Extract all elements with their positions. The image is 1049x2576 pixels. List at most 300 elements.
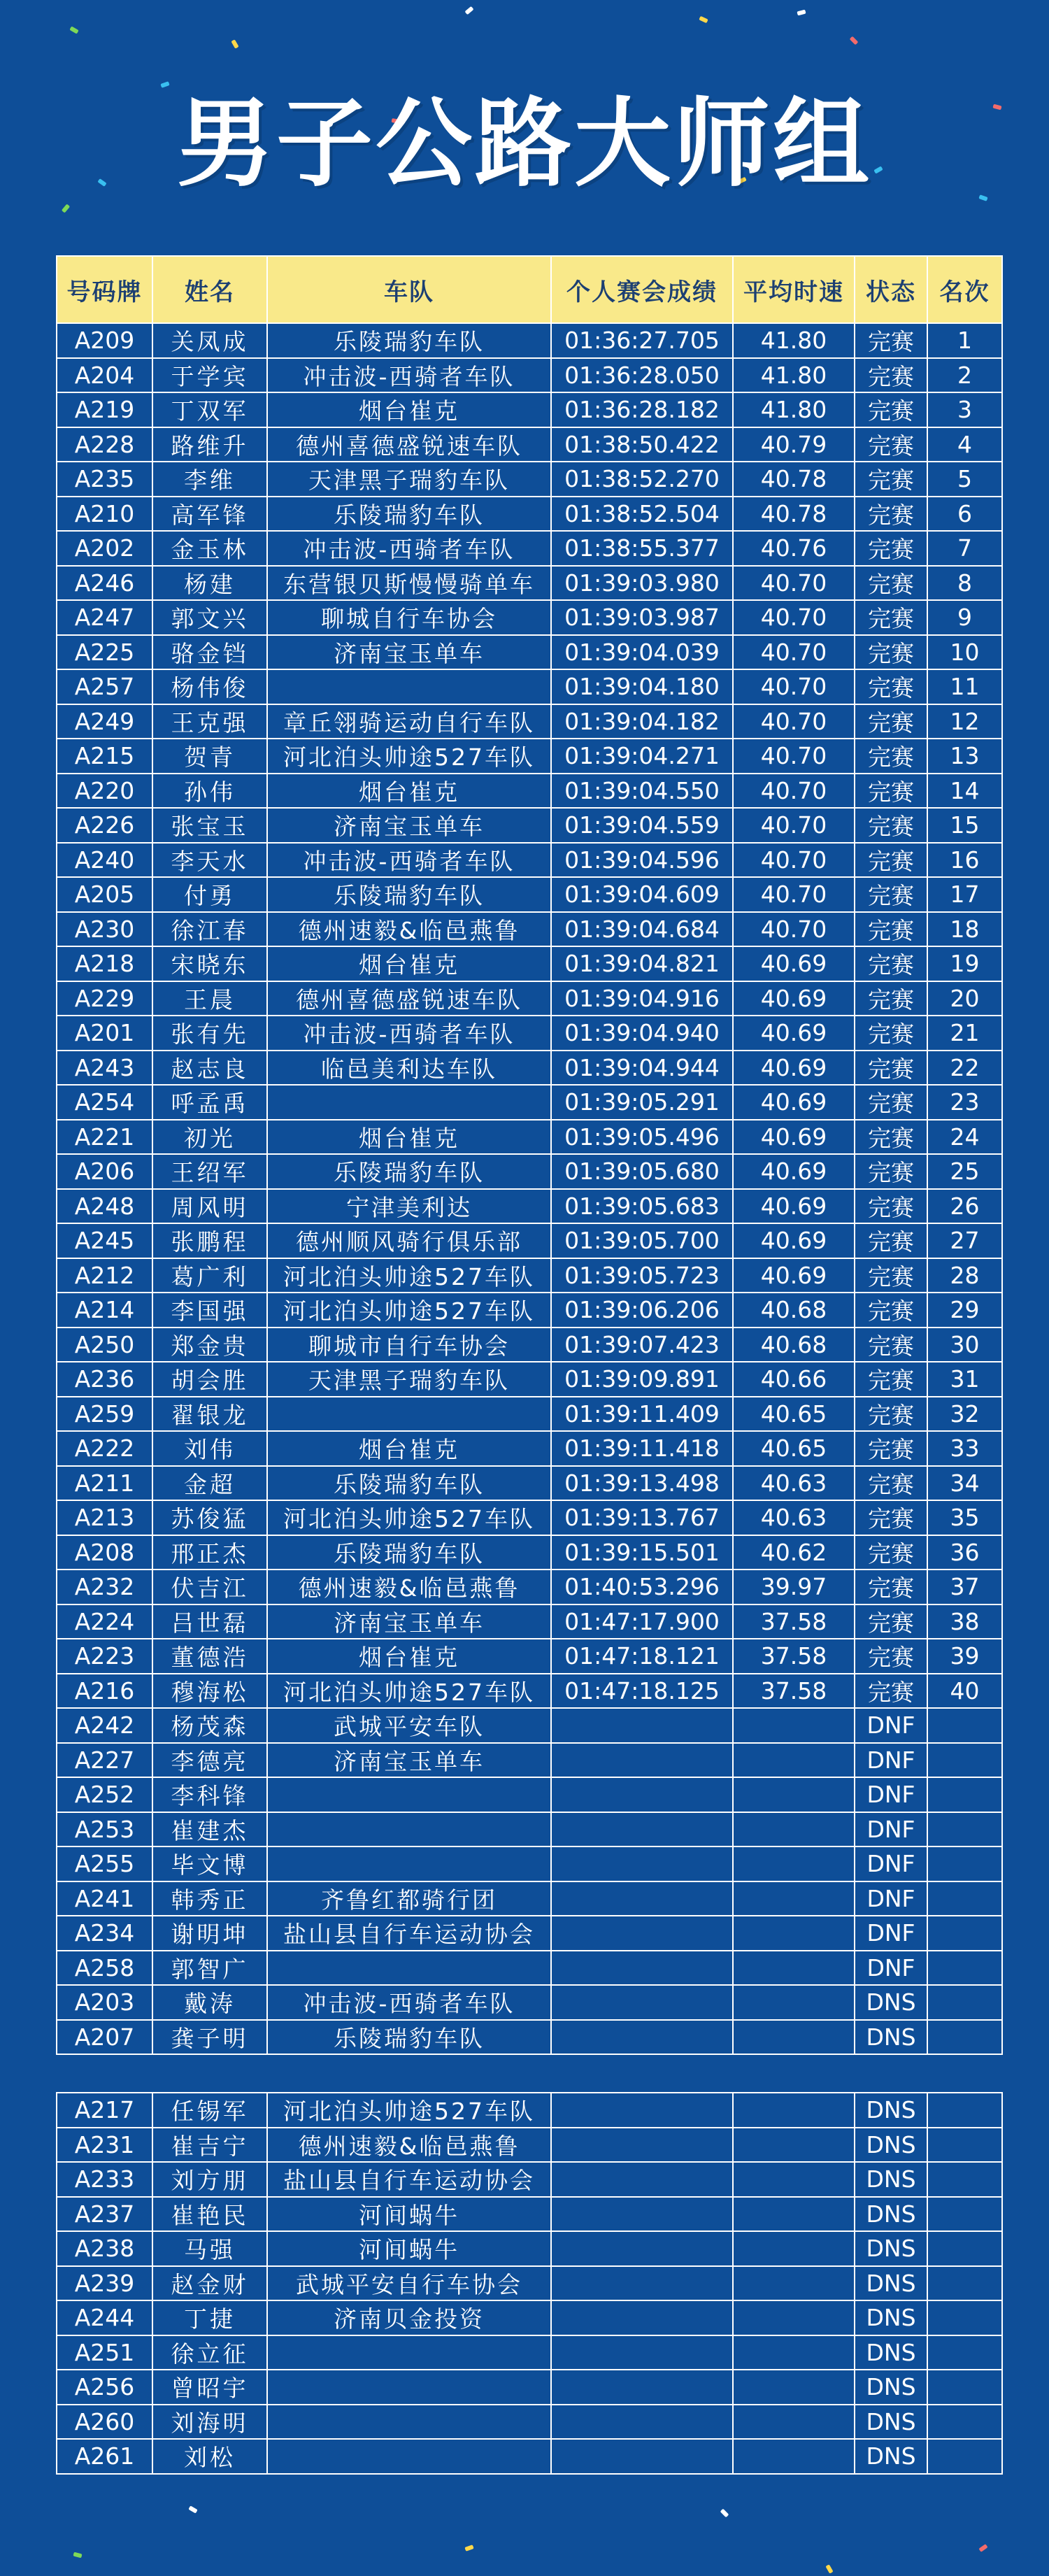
cell-rank: 29 xyxy=(927,1293,1002,1328)
cell-team xyxy=(267,2405,551,2440)
cell-name: 郭文兴 xyxy=(152,600,267,635)
table-row xyxy=(57,1466,1002,1501)
cell-bib: A230 xyxy=(57,912,152,947)
cell-bib: A233 xyxy=(57,2162,152,2197)
cell-time xyxy=(551,1846,733,1881)
cell-time: 01:39:05.723 xyxy=(551,1258,733,1293)
cell-time: 01:39:05.496 xyxy=(551,1120,733,1155)
cell-speed: 40.70 xyxy=(733,669,855,704)
cell-rank: 37 xyxy=(927,1570,1002,1604)
cell-bib: A259 xyxy=(57,1397,152,1432)
cell-time: 01:39:15.501 xyxy=(551,1535,733,1570)
cell-rank xyxy=(927,2231,1002,2266)
cell-time: 01:38:55.377 xyxy=(551,531,733,566)
cell-time xyxy=(551,2335,733,2370)
cell-rank: 21 xyxy=(927,1016,1002,1051)
header-time: 个人赛会成绩 xyxy=(551,256,733,323)
cell-rank xyxy=(927,2128,1002,2163)
table-row xyxy=(57,2266,1002,2301)
cell-status: 完赛 xyxy=(855,1154,927,1189)
cell-name: 刘伟 xyxy=(152,1431,267,1466)
cell-bib: A234 xyxy=(57,1916,152,1951)
cell-status: 完赛 xyxy=(855,1258,927,1293)
cell-speed xyxy=(733,2162,855,2197)
table-row xyxy=(57,1604,1002,1639)
table-row xyxy=(57,2093,1002,2128)
confetti xyxy=(62,204,70,213)
cell-team: 烟台崔克 xyxy=(267,946,551,981)
table-row xyxy=(57,1639,1002,1674)
table-row xyxy=(57,2300,1002,2335)
cell-status: 完赛 xyxy=(855,843,927,878)
cell-name: 张宝玉 xyxy=(152,808,267,843)
cell-status: 完赛 xyxy=(855,358,927,393)
cell-status: 完赛 xyxy=(855,912,927,947)
table-row xyxy=(57,427,1002,462)
cell-time xyxy=(551,2300,733,2335)
cell-status: 完赛 xyxy=(855,1120,927,1155)
cell-bib: A210 xyxy=(57,497,152,532)
cell-time xyxy=(551,2197,733,2232)
table-row xyxy=(57,1777,1002,1812)
cell-time: 01:36:28.182 xyxy=(551,392,733,427)
cell-bib: A226 xyxy=(57,808,152,843)
cell-team: 宁津美利达 xyxy=(267,1189,551,1224)
cell-rank: 12 xyxy=(927,704,1002,739)
cell-rank xyxy=(927,2162,1002,2197)
cell-status: 完赛 xyxy=(855,1431,927,1466)
cell-bib: A224 xyxy=(57,1604,152,1639)
cell-speed: 40.70 xyxy=(733,635,855,670)
cell-time: 01:39:13.767 xyxy=(551,1500,733,1535)
header-name: 姓名 xyxy=(152,256,267,323)
table-row xyxy=(57,1189,1002,1224)
header-team: 车队 xyxy=(267,256,551,323)
cell-status: 完赛 xyxy=(855,1293,927,1328)
cell-rank: 27 xyxy=(927,1223,1002,1258)
cell-speed: 40.79 xyxy=(733,427,855,462)
cell-name: 张鹏程 xyxy=(152,1223,267,1258)
table-row xyxy=(57,912,1002,947)
confetti xyxy=(73,2552,82,2559)
cell-speed: 40.70 xyxy=(733,739,855,774)
cell-name: 李维 xyxy=(152,462,267,497)
cell-team: 河间蜗牛 xyxy=(267,2197,551,2232)
cell-status: 完赛 xyxy=(855,1604,927,1639)
table-row xyxy=(57,2231,1002,2266)
cell-rank xyxy=(927,1881,1002,1916)
cell-time: 01:39:04.550 xyxy=(551,774,733,809)
table-row xyxy=(57,1293,1002,1328)
cell-rank: 35 xyxy=(927,1500,1002,1535)
cell-speed xyxy=(733,1916,855,1951)
table-row xyxy=(57,2020,1002,2055)
cell-team: 冲击波-西骑者车队 xyxy=(267,358,551,393)
cell-speed: 41.80 xyxy=(733,392,855,427)
cell-bib: A227 xyxy=(57,1743,152,1778)
cell-rank: 24 xyxy=(927,1120,1002,1155)
table-row xyxy=(57,704,1002,739)
cell-name: 丁双军 xyxy=(152,392,267,427)
cell-name: 呼孟禹 xyxy=(152,1085,267,1120)
cell-team: 河北泊头帅途527车队 xyxy=(267,1674,551,1709)
cell-name: 杨伟俊 xyxy=(152,669,267,704)
page-title: 男子公路大师组 xyxy=(176,87,872,200)
cell-speed xyxy=(733,1708,855,1743)
cell-status: 完赛 xyxy=(855,635,927,670)
cell-status: 完赛 xyxy=(855,1051,927,1086)
cell-rank: 5 xyxy=(927,462,1002,497)
cell-name: 刘海明 xyxy=(152,2405,267,2440)
cell-time xyxy=(551,2266,733,2301)
cell-name: 骆金铛 xyxy=(152,635,267,670)
table-row xyxy=(57,739,1002,774)
cell-speed: 40.69 xyxy=(733,1085,855,1120)
cell-speed: 40.66 xyxy=(733,1362,855,1397)
cell-speed: 40.76 xyxy=(733,531,855,566)
cell-status: 完赛 xyxy=(855,566,927,601)
cell-status: 完赛 xyxy=(855,704,927,739)
cell-rank xyxy=(927,2439,1002,2474)
cell-speed: 40.63 xyxy=(733,1466,855,1501)
cell-rank xyxy=(927,2370,1002,2405)
cell-speed: 40.70 xyxy=(733,843,855,878)
table-row xyxy=(57,1500,1002,1535)
cell-speed: 40.69 xyxy=(733,1189,855,1224)
cell-time xyxy=(551,2020,733,2055)
cell-team: 烟台崔克 xyxy=(267,1639,551,1674)
cell-name: 李德亮 xyxy=(152,1743,267,1778)
table-row xyxy=(57,1881,1002,1916)
cell-speed: 40.78 xyxy=(733,462,855,497)
cell-name: 贺青 xyxy=(152,739,267,774)
cell-name: 关凤成 xyxy=(152,323,267,358)
cell-bib: A225 xyxy=(57,635,152,670)
cell-status: DNF xyxy=(855,1846,927,1881)
cell-status: 完赛 xyxy=(855,669,927,704)
cell-rank: 9 xyxy=(927,600,1002,635)
cell-team: 烟台崔克 xyxy=(267,1120,551,1155)
cell-bib: A206 xyxy=(57,1154,152,1189)
cell-bib: A221 xyxy=(57,1120,152,1155)
cell-bib: A254 xyxy=(57,1085,152,1120)
cell-bib: A249 xyxy=(57,704,152,739)
cell-bib: A245 xyxy=(57,1223,152,1258)
cell-bib: A220 xyxy=(57,774,152,809)
cell-team: 齐鲁红都骑行团 xyxy=(267,1881,551,1916)
cell-time: 01:40:53.296 xyxy=(551,1570,733,1604)
cell-team xyxy=(267,1951,551,1986)
cell-team: 烟台崔克 xyxy=(267,1431,551,1466)
cell-name: 路维升 xyxy=(152,427,267,462)
cell-team: 乐陵瑞豹车队 xyxy=(267,2020,551,2055)
cell-rank: 18 xyxy=(927,912,1002,947)
cell-name: 赵金财 xyxy=(152,2266,267,2301)
table-row xyxy=(57,1916,1002,1951)
cell-time: 01:47:18.125 xyxy=(551,1674,733,1709)
cell-team: 乐陵瑞豹车队 xyxy=(267,1466,551,1501)
cell-team: 德州速毅&临邑燕鲁 xyxy=(267,2128,551,2163)
cell-time xyxy=(551,1951,733,1986)
cell-status: 完赛 xyxy=(855,946,927,981)
cell-speed: 40.62 xyxy=(733,1535,855,1570)
cell-time: 01:47:17.900 xyxy=(551,1604,733,1639)
cell-status: 完赛 xyxy=(855,808,927,843)
cell-name: 葛广利 xyxy=(152,1258,267,1293)
header-speed: 平均时速 xyxy=(733,256,855,323)
cell-rank xyxy=(927,2300,1002,2335)
cell-time xyxy=(551,1916,733,1951)
cell-time: 01:39:04.039 xyxy=(551,635,733,670)
cell-time: 01:39:04.180 xyxy=(551,669,733,704)
cell-team: 冲击波-西骑者车队 xyxy=(267,843,551,878)
cell-team: 河北泊头帅途527车队 xyxy=(267,2093,551,2128)
cell-team: 济南宝玉单车 xyxy=(267,808,551,843)
cell-rank: 30 xyxy=(927,1328,1002,1362)
confetti xyxy=(720,2509,729,2518)
table-row xyxy=(57,2128,1002,2163)
cell-rank: 6 xyxy=(927,497,1002,532)
cell-time: 01:39:04.271 xyxy=(551,739,733,774)
cell-speed: 40.70 xyxy=(733,774,855,809)
cell-time: 01:47:18.121 xyxy=(551,1639,733,1674)
cell-time: 01:38:52.270 xyxy=(551,462,733,497)
cell-team: 冲击波-西骑者车队 xyxy=(267,1985,551,2020)
table-row xyxy=(57,669,1002,704)
cell-team: 济南宝玉单车 xyxy=(267,1743,551,1778)
cell-status: 完赛 xyxy=(855,600,927,635)
cell-name: 谢明坤 xyxy=(152,1916,267,1951)
cell-team: 河北泊头帅途527车队 xyxy=(267,1258,551,1293)
cell-rank xyxy=(927,2335,1002,2370)
cell-name: 初光 xyxy=(152,1120,267,1155)
cell-rank xyxy=(927,1708,1002,1743)
table-row xyxy=(57,981,1002,1016)
cell-rank xyxy=(927,1812,1002,1847)
cell-team: 临邑美利达车队 xyxy=(267,1051,551,1086)
header-rank: 名次 xyxy=(927,256,1002,323)
table-row xyxy=(57,1535,1002,1570)
cell-speed: 40.65 xyxy=(733,1397,855,1432)
cell-speed: 40.69 xyxy=(733,946,855,981)
cell-rank: 28 xyxy=(927,1258,1002,1293)
cell-rank xyxy=(927,1916,1002,1951)
cell-rank: 13 xyxy=(927,739,1002,774)
cell-team: 济南宝玉单车 xyxy=(267,635,551,670)
cell-team: 聊城自行车协会 xyxy=(267,600,551,635)
cell-time: 01:39:04.944 xyxy=(551,1051,733,1086)
cell-team: 东营银贝斯慢慢骑单车 xyxy=(267,566,551,601)
cell-time xyxy=(551,1985,733,2020)
cell-status: 完赛 xyxy=(855,392,927,427)
table-row xyxy=(57,635,1002,670)
table-row xyxy=(57,1397,1002,1432)
cell-speed xyxy=(733,1951,855,1986)
cell-speed xyxy=(733,1985,855,2020)
cell-time: 01:39:04.596 xyxy=(551,843,733,878)
cell-rank: 22 xyxy=(927,1051,1002,1086)
cell-status: 完赛 xyxy=(855,323,927,358)
header-bib: 号码牌 xyxy=(57,256,152,323)
cell-bib: A213 xyxy=(57,1500,152,1535)
cell-time: 01:39:06.206 xyxy=(551,1293,733,1328)
cell-name: 周风明 xyxy=(152,1189,267,1224)
confetti xyxy=(69,26,78,34)
cell-bib: A231 xyxy=(57,2128,152,2163)
cell-status: DNF xyxy=(855,1812,927,1847)
cell-time: 01:39:09.891 xyxy=(551,1362,733,1397)
cell-bib: A201 xyxy=(57,1016,152,1051)
cell-bib: A211 xyxy=(57,1466,152,1501)
table-row xyxy=(57,1985,1002,2020)
cell-rank: 38 xyxy=(927,1604,1002,1639)
cell-bib: A252 xyxy=(57,1777,152,1812)
cell-team: 乐陵瑞豹车队 xyxy=(267,1535,551,1570)
cell-bib: A239 xyxy=(57,2266,152,2301)
cell-status: DNS xyxy=(855,2370,927,2405)
cell-speed xyxy=(733,1743,855,1778)
cell-time: 01:39:03.980 xyxy=(551,566,733,601)
cell-team: 乐陵瑞豹车队 xyxy=(267,497,551,532)
cell-status: 完赛 xyxy=(855,981,927,1016)
cell-bib: A208 xyxy=(57,1535,152,1570)
cell-rank: 26 xyxy=(927,1189,1002,1224)
cell-team: 天津黑子瑞豹车队 xyxy=(267,1362,551,1397)
cell-bib: A217 xyxy=(57,2093,152,2128)
cell-bib: A236 xyxy=(57,1362,152,1397)
confetti xyxy=(825,2564,833,2573)
cell-status: 完赛 xyxy=(855,1570,927,1604)
cell-status: DNS xyxy=(855,2231,927,2266)
cell-rank xyxy=(927,1846,1002,1881)
table-row xyxy=(57,531,1002,566)
cell-rank: 7 xyxy=(927,531,1002,566)
cell-name: 邢正杰 xyxy=(152,1535,267,1570)
cell-rank: 3 xyxy=(927,392,1002,427)
cell-name: 金玉林 xyxy=(152,531,267,566)
cell-speed xyxy=(733,1881,855,1916)
cell-status: 完赛 xyxy=(855,1500,927,1535)
cell-status: 完赛 xyxy=(855,1639,927,1674)
cell-rank: 16 xyxy=(927,843,1002,878)
table-row xyxy=(57,877,1002,912)
cell-team xyxy=(267,1846,551,1881)
cell-name: 龚子明 xyxy=(152,2020,267,2055)
cell-time xyxy=(551,2439,733,2474)
cell-status: DNF xyxy=(855,1777,927,1812)
cell-speed: 40.78 xyxy=(733,497,855,532)
cell-speed xyxy=(733,2128,855,2163)
cell-status: 完赛 xyxy=(855,1223,927,1258)
cell-team xyxy=(267,2370,551,2405)
cell-name: 徐立征 xyxy=(152,2335,267,2370)
cell-team: 河北泊头帅途527车队 xyxy=(267,739,551,774)
cell-time: 01:39:04.940 xyxy=(551,1016,733,1051)
cell-time xyxy=(551,2231,733,2266)
cell-rank: 2 xyxy=(927,358,1002,393)
cell-speed: 40.70 xyxy=(733,704,855,739)
table-row xyxy=(57,1085,1002,1120)
table-row xyxy=(57,1362,1002,1397)
cell-bib: A219 xyxy=(57,392,152,427)
header-status: 状态 xyxy=(855,256,927,323)
table-row xyxy=(57,1674,1002,1709)
cell-name: 于学宾 xyxy=(152,358,267,393)
table-row xyxy=(57,1328,1002,1362)
cell-status: 完赛 xyxy=(855,774,927,809)
cell-time: 01:39:05.680 xyxy=(551,1154,733,1189)
cell-team xyxy=(267,2335,551,2370)
cell-status: 完赛 xyxy=(855,427,927,462)
cell-speed xyxy=(733,1777,855,1812)
cell-time: 01:39:04.182 xyxy=(551,704,733,739)
cell-speed: 40.70 xyxy=(733,877,855,912)
cell-name: 金超 xyxy=(152,1466,267,1501)
cell-speed xyxy=(733,2335,855,2370)
cell-name: 孙伟 xyxy=(152,774,267,809)
cell-speed: 40.68 xyxy=(733,1293,855,1328)
cell-rank: 17 xyxy=(927,877,1002,912)
cell-rank: 40 xyxy=(927,1674,1002,1709)
cell-name: 韩秀正 xyxy=(152,1881,267,1916)
cell-status: 完赛 xyxy=(855,739,927,774)
cell-speed xyxy=(733,2439,855,2474)
cell-rank: 32 xyxy=(927,1397,1002,1432)
cell-name: 郭智广 xyxy=(152,1951,267,1986)
cell-name: 付勇 xyxy=(152,877,267,912)
cell-name: 伏吉江 xyxy=(152,1570,267,1604)
cell-rank xyxy=(927,2020,1002,2055)
table-row xyxy=(57,2405,1002,2440)
cell-bib: A244 xyxy=(57,2300,152,2335)
confetti xyxy=(464,6,473,15)
cell-status: DNS xyxy=(855,2266,927,2301)
cell-bib: A257 xyxy=(57,669,152,704)
cell-bib: A246 xyxy=(57,566,152,601)
results-table xyxy=(56,255,1003,2055)
cell-rank: 10 xyxy=(927,635,1002,670)
cell-speed: 40.69 xyxy=(733,1154,855,1189)
cell-bib: A232 xyxy=(57,1570,152,1604)
cell-team: 乐陵瑞豹车队 xyxy=(267,877,551,912)
cell-rank xyxy=(927,2197,1002,2232)
cell-name: 穆海松 xyxy=(152,1674,267,1709)
cell-name: 吕世磊 xyxy=(152,1604,267,1639)
cell-bib: A250 xyxy=(57,1328,152,1362)
cell-name: 王克强 xyxy=(152,704,267,739)
cell-speed xyxy=(733,1812,855,1847)
cell-bib: A251 xyxy=(57,2335,152,2370)
cell-name: 胡会胜 xyxy=(152,1362,267,1397)
confetti xyxy=(231,39,238,48)
cell-status: 完赛 xyxy=(855,1535,927,1570)
table-row xyxy=(57,1120,1002,1155)
cell-time: 01:39:05.683 xyxy=(551,1189,733,1224)
cell-rank: 19 xyxy=(927,946,1002,981)
table-row xyxy=(57,2439,1002,2474)
cell-bib: A207 xyxy=(57,2020,152,2055)
cell-time xyxy=(551,2128,733,2163)
cell-team: 武城平安车队 xyxy=(267,1708,551,1743)
cell-time: 01:39:04.609 xyxy=(551,877,733,912)
cell-bib: A242 xyxy=(57,1708,152,1743)
cell-speed xyxy=(733,2370,855,2405)
cell-bib: A209 xyxy=(57,323,152,358)
cell-status: 完赛 xyxy=(855,1085,927,1120)
cell-rank: 25 xyxy=(927,1154,1002,1189)
cell-speed: 41.80 xyxy=(733,323,855,358)
cell-time: 01:36:27.705 xyxy=(551,323,733,358)
